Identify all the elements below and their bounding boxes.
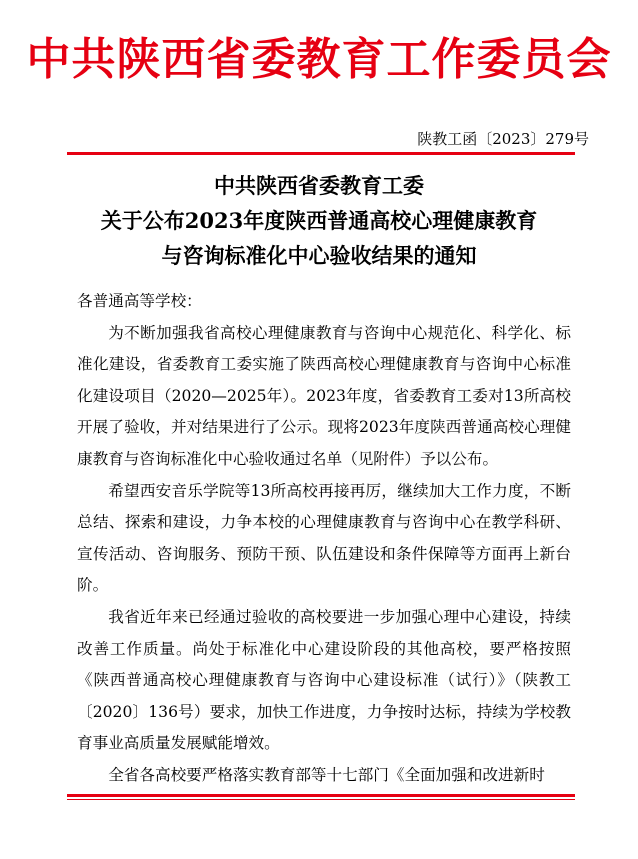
document-number: 陕教工函〔2023〕279号 [417, 130, 589, 148]
letterhead-title: 中共陕西省委教育工作委员会 [26, 34, 612, 85]
notice-body [77, 286, 571, 792]
body-paragraph-1: 为不断加强我省高校心理健康教育与咨询中心规范化、科学化、标准化建设，省委教育工委实施了陕西高校心理健康教育与咨询中心标准化建设项目（2020—2025年）。2023年度，省委教育工委对13所高校开展了验收，并对结果进行了公示。现将2023年度陕西普通高校心理健康教育与咨询标准化中心验收通过名单（见附件）予以公布。 [77, 323, 571, 468]
footer-divider-thin [67, 799, 575, 800]
footer-divider-thick [67, 794, 575, 797]
letterhead-divider-line [67, 152, 575, 155]
title-line-1: 中共陕西省委教育工委 [214, 173, 424, 198]
body-paragraph-3: 我省近年来已经通过验收的高校要进一步加强心理中心建设，持续改善工作质量。尚处于标准化中心建设阶段的其他高校，要严格按照《陕西普通高校心理健康教育与咨询中心建设标准（试行）》（陕教工〔2020〕136号）要求，加快工作进度，力争按时达标，持续为学校教育事业高质量发展赋能增效。 [77, 607, 571, 753]
title-line-3: 与咨询标准化中心验收结果的通知 [161, 243, 477, 268]
body-paragraph-4: 全省各高校要严格落实教育部等十七部门《全面加强和改进新时 [108, 765, 545, 784]
salutation: 各普通高等学校： [77, 292, 202, 310]
body-paragraph-2: 希望西安音乐学院等13所高校再接再厉，继续加大工作力度，不断总结、探索和建设，力争本校的心理健康教育与咨询中心在教学科研、宣传活动、咨询服务、预防干预、队伍建设和条件保障等方面再上新台阶。 [77, 481, 571, 595]
title-line-2: 关于公布2023年度陕西普通高校心理健康教育 [100, 208, 538, 233]
notice-title [40, 168, 598, 273]
